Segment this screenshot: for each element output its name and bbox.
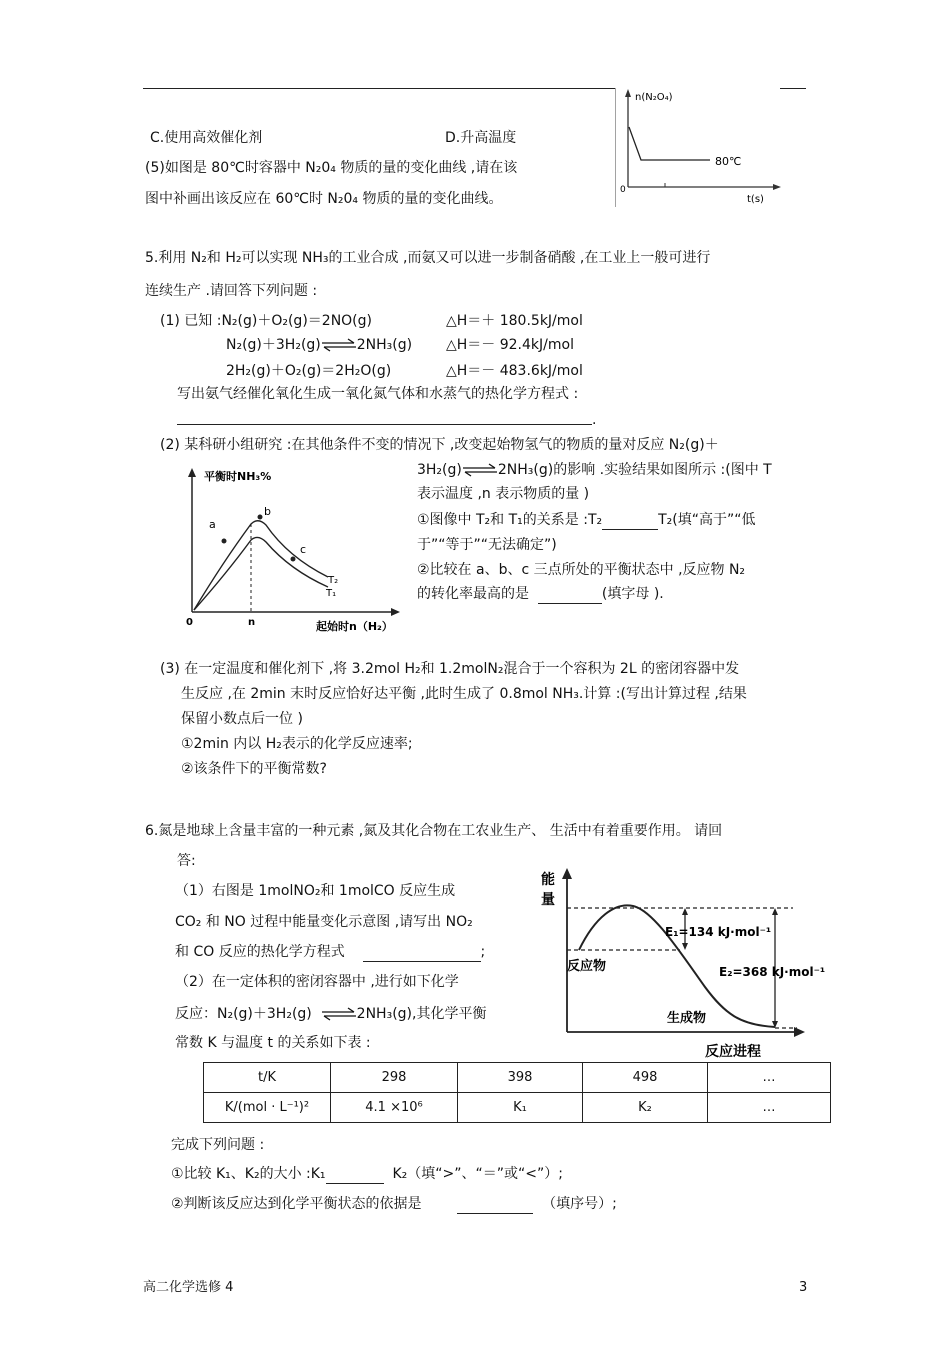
q6-p1-line2: CO₂ 和 NO 过程中能量变化示意图 ,请写出 NO₂ — [175, 914, 473, 930]
q6-p1-end: ; — [480, 944, 486, 960]
q6-p2-line2-right: 2NH₃(g),其化学平衡 — [356, 1006, 487, 1022]
t1-label: T₁ — [326, 588, 337, 599]
reactant-label: 反应物 — [567, 959, 607, 974]
q5-p2-line4-a: ①图像中 T₂和 T₁的关系是 :T₂ — [417, 512, 603, 528]
energy-ylabel-2: 量 — [541, 892, 555, 908]
table-row — [204, 1093, 831, 1123]
q5-p2-line7 — [417, 585, 664, 604]
q6-q1 — [171, 1165, 563, 1184]
q5-eq2-right: 2NH₃(g) — [356, 337, 413, 353]
q5-p2-line5: 于”“等于”“无法确定”) — [417, 537, 557, 553]
q5-p2-line6: ②比较在 a、b、c 三点所处的平衡状态中 ,反应物 N₂ — [417, 562, 746, 578]
n2o4-curve-label: 80℃ — [715, 155, 742, 168]
q5-p2-line2 — [417, 461, 772, 479]
page-number: 3 — [799, 1280, 808, 1295]
q6-p2-line1: （2）在一定体积的密闭容器中 ,进行如下化学 — [175, 974, 459, 990]
q5-dh1: △H＝＋ 180.5kJ/mol — [446, 313, 583, 329]
table-row — [204, 1063, 831, 1093]
answer-blank — [177, 424, 592, 425]
equilibrium-arrow-icon — [462, 463, 498, 477]
table-cell: 298 — [331, 1063, 458, 1093]
t2-label: T₂ — [328, 575, 339, 586]
option-d: D.升高温度 — [445, 130, 517, 146]
q5-dh2: △H＝－ 92.4kJ/mol — [446, 337, 574, 353]
q6-q2 — [171, 1195, 617, 1214]
table-cell: … — [708, 1093, 831, 1123]
q5-p2-line2-left: 3H₂(g) — [417, 462, 462, 478]
q5-p3-line2: 生反应 ,在 2min 末时反应恰好达平衡 ,此时生成了 0.8mol NH₃.计算 :(写出计算过程 ,结果 — [181, 686, 747, 702]
q6-intro-line1: 6.氮是地球上含量丰富的一种元素 ,氮及其化合物在工农业生产、 生活中有着重要作用。 请回 — [145, 823, 723, 839]
q5-dh3: △H＝－ 483.6kJ/mol — [446, 363, 583, 379]
table-cell: … — [708, 1063, 831, 1093]
table-cell: K/(mol · L⁻¹)² — [204, 1093, 331, 1123]
point-a-label: a — [209, 518, 216, 531]
q5-p3-line3: 保留小数点后一位 ) — [181, 711, 303, 727]
q5-intro-line1: 5.利用 N₂和 H₂可以实现 NH₃的工业合成 ,而氨又可以进一步制备硝酸 ,在工业上一般可进行 — [145, 250, 711, 266]
q5-p1-ask: 写出氨气经催化氧化生成一氧化氮气体和水蒸气的热化学方程式 : — [177, 386, 579, 402]
table-cell: K₂ — [583, 1093, 708, 1123]
q5-intro-line2: 连续生产 .请回答下列问题 : — [145, 283, 318, 299]
option-c: C.使用高效催化剂 — [150, 130, 263, 146]
answer-blank — [538, 585, 602, 604]
q6-p2-line3: 常数 K 与温度 t 的关系如下表 : — [175, 1035, 371, 1051]
q6-p1-line3 — [175, 943, 485, 962]
product-label: 生成物 — [667, 1011, 707, 1026]
n2o4-ylabel: n(N₂O₄) — [635, 92, 673, 103]
q6-p1-line1: （1）右图是 1molNO₂和 1molCO 反应生成 — [175, 883, 456, 899]
equilibrium-arrow-icon — [321, 1007, 357, 1021]
point-b-label: b — [264, 505, 271, 518]
table-cell: K₁ — [458, 1093, 583, 1123]
k-table — [203, 1062, 831, 1123]
q6-p2-line2-left: 反应：N₂(g)＋3H₂(g) — [175, 1006, 312, 1022]
q5-eq2-left: N₂(g)＋3H₂(g) — [226, 337, 321, 353]
table-cell: t/K — [204, 1063, 331, 1093]
q5-p3-line1: (3) 在一定温度和催化剂下 ,将 3.2mol H₂和 1.2molN₂混合于一个容积为 2L 的密闭容器中发 — [160, 661, 740, 677]
q6-q1-a: ①比较 K₁、K₂的大小 :K₁ — [171, 1166, 326, 1182]
answer-blank — [363, 943, 481, 962]
footer-title: 高二化学选修 4 — [143, 1280, 234, 1295]
equilibrium-arrow-icon — [321, 338, 357, 352]
q5-p3-line5: ②该条件下的平衡常数? — [181, 761, 327, 777]
q5-p2-line4 — [417, 511, 756, 530]
q5-p2-line2-right: 2NH₃(g)的影响 .实验结果如图所示 :(图中 T — [497, 462, 772, 478]
q4-part5-line1: (5)如图是 80℃时容器中 N₂0₄ 物质的量的变化曲线 ,请在该 — [145, 160, 518, 176]
q6-p1-line3-text: 和 CO 反应的热化学方程式 — [175, 944, 345, 960]
table-cell: 4.1 ×10⁶ — [331, 1093, 458, 1123]
table-cell: 398 — [458, 1063, 583, 1093]
q6-q2-b: （填序号）; — [542, 1196, 617, 1212]
n2o4-origin: 0 — [620, 185, 626, 195]
energy-ylabel-1: 能 — [541, 872, 555, 888]
q6-finish: 完成下列问题 : — [171, 1137, 265, 1153]
energy-xlabel: 反应进程 — [705, 1044, 761, 1060]
q4-part5-line2: 图中补画出该反应在 60℃时 N₂0₄ 物质的量的变化曲线。 — [145, 191, 503, 207]
q5-p2-line3: 表示温度 ,n 表示物质的量 ) — [417, 486, 590, 502]
q6-p2-line2 — [175, 1005, 486, 1023]
n2o4-xlabel: t(s) — [747, 194, 764, 205]
q5-p2-line7-b: (填字母 ). — [601, 586, 664, 602]
e2-label: E₂=368 kJ·mol⁻¹ — [719, 965, 826, 979]
nh3-chart — [178, 462, 408, 634]
energy-diagram — [535, 862, 830, 1062]
e1-label: E₁=134 kJ·mol⁻¹ — [665, 925, 772, 939]
answer-blank — [457, 1195, 533, 1214]
n2o4-chart — [615, 82, 785, 210]
answer-end-dot: . — [592, 412, 597, 428]
q5-p3-line4: ①2min 内以 H₂表示的化学反应速率; — [181, 736, 413, 752]
nh3-xlabel: 起始时n（H₂） — [316, 620, 393, 633]
point-c-label: c — [300, 543, 307, 556]
q5-p2-line7-a: 的转化率最高的是 — [417, 586, 529, 602]
q6-q1-b: K₂（填“>”、“＝”或“<”）; — [392, 1166, 563, 1182]
q5-eq1: (1) 已知 :N₂(g)＋O₂(g)＝2NO(g) — [160, 313, 372, 329]
q6-q2-a: ②判断该反应达到化学平衡状态的依据是 — [171, 1196, 422, 1212]
q6-intro-line2: 答: — [177, 853, 196, 869]
q5-p2-line1: (2) 某科研小组研究 :在其他条件不变的情况下 ,改变起始物氢气的物质的量对反应 N₂(g)＋ — [160, 437, 719, 453]
nh3-ylabel: 平衡时NH₃% — [204, 470, 272, 483]
q5-eq3: 2H₂(g)＋O₂(g)＝2H₂O(g) — [226, 363, 392, 379]
answer-blank — [326, 1165, 384, 1184]
answer-blank — [602, 511, 658, 530]
table-cell: 498 — [583, 1063, 708, 1093]
q5-eq2 — [226, 336, 412, 354]
nh3-n-label: n — [248, 617, 256, 628]
nh3-origin: 0 — [186, 617, 193, 628]
q5-p2-line4-b: T₂(填“高于”“低 — [658, 512, 756, 528]
top-rule — [143, 88, 615, 89]
